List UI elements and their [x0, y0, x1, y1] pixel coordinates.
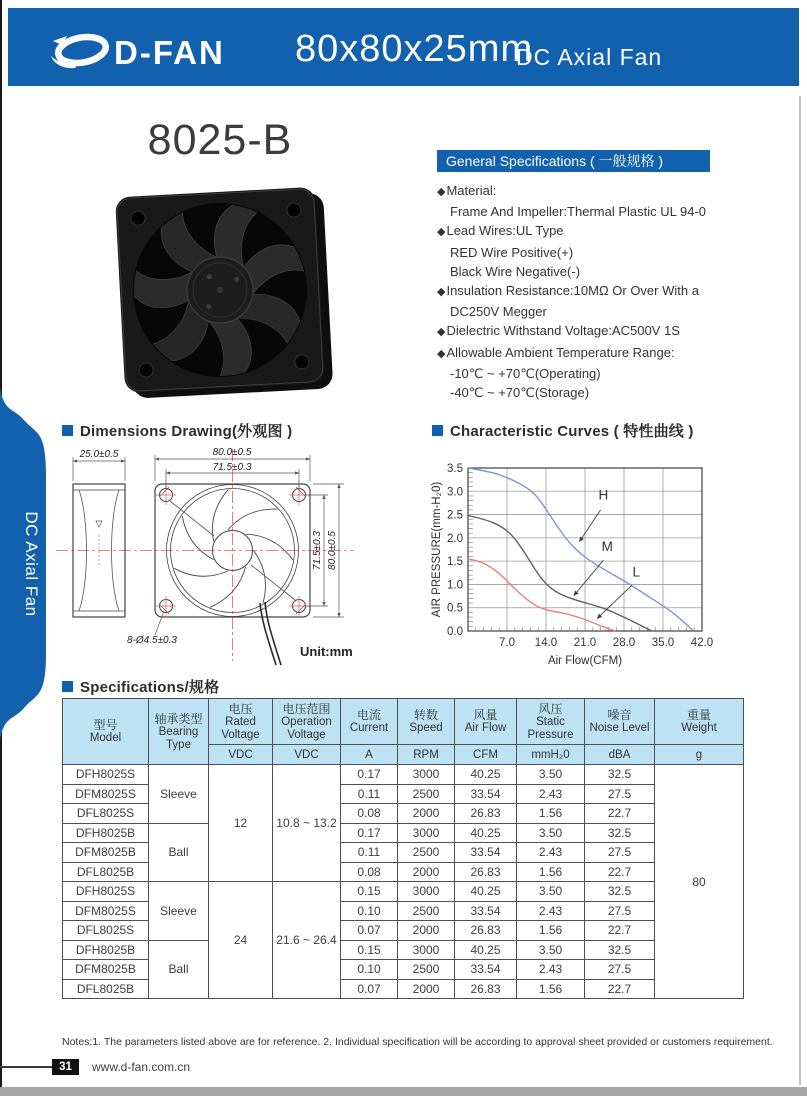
chart-xtick-label: 28.0 [612, 637, 636, 649]
header-banner [8, 8, 799, 86]
spec-cell-current: 0.07 [341, 921, 398, 941]
chart-ytick-label: 2.5 [447, 509, 463, 522]
spec-cell-noise: 32.5 [585, 882, 655, 902]
spec-col-header: 电流 Current [341, 699, 398, 745]
chart-xtick-label: 42.0 [690, 637, 714, 649]
spec-cell-model: DFM8025S [63, 784, 149, 804]
spec-cell-noise: 22.7 [585, 862, 655, 882]
spec-cell-noise: 27.5 [585, 843, 655, 863]
spec-table-row [63, 940, 744, 960]
spec-cell-bearing: Sleeve [149, 882, 209, 941]
general-spec-item [437, 221, 782, 242]
general-spec-item [437, 364, 782, 383]
spec-cell-noise: 22.7 [585, 979, 655, 999]
spec-col-unit: VDC [209, 745, 273, 765]
spec-cell-airflow: 33.54 [455, 784, 517, 804]
general-spec-item [437, 202, 782, 221]
diamond-bullet-icon: ◆ [437, 286, 446, 299]
fan-screw-hole [139, 363, 154, 378]
spec-cell-model: DFH8025S [63, 765, 149, 785]
spec-cell-current: 0.11 [341, 843, 398, 863]
spec-cell-speed: 2500 [398, 901, 455, 921]
drawing-blade-arc [254, 551, 266, 604]
spec-cell-pressure: 3.50 [517, 940, 585, 960]
page-right-edge [799, 96, 801, 1085]
spec-cell-current: 0.17 [341, 765, 398, 785]
spec-cell-operation-voltage: 21.6 ~ 26.4 [273, 882, 341, 999]
spec-cell-model: DFH8025B [63, 823, 149, 843]
spec-cell-pressure: 1.56 [517, 979, 585, 999]
spec-cell-speed: 3000 [398, 765, 455, 785]
general-specs-header: General Specifications ( 一般规格 ) [437, 150, 710, 172]
spec-cell-noise: 22.7 [585, 804, 655, 824]
general-spec-item [437, 262, 782, 281]
spec-cell-airflow: 26.83 [455, 862, 517, 882]
spec-cell-current: 0.07 [341, 979, 398, 999]
spec-cell-operation-voltage: 10.8 ~ 13.2 [273, 765, 341, 882]
chart-xtick-label: 7.0 [499, 637, 515, 649]
spec-cell-model: DFL8025B [63, 979, 149, 999]
spec-cell-pressure: 2.43 [517, 960, 585, 980]
dim-label-mounting-holes: 8-Ø4.5±0.3 [127, 635, 177, 646]
product-model-title: 8025-B [147, 116, 293, 164]
spec-cell-pressure: 1.56 [517, 921, 585, 941]
spec-cell-current: 0.08 [341, 862, 398, 882]
footer-rule [0, 1066, 52, 1068]
spec-cell-pressure: 2.43 [517, 901, 585, 921]
chart-annotation-label-H: H [598, 487, 609, 503]
spec-col-unit: A [341, 745, 398, 765]
chart-ytick-label: 1.0 [447, 579, 463, 592]
chart-ytick-label: 3.5 [447, 463, 463, 475]
general-spec-item [437, 383, 782, 402]
spec-cell-current: 0.15 [341, 882, 398, 902]
fan-screw-hole [131, 211, 146, 226]
spec-cell-bearing: Ball [149, 823, 209, 882]
chart-xtick-label: 21.0 [573, 637, 597, 649]
spec-table-row [63, 765, 744, 785]
spec-cell-pressure: 3.50 [517, 882, 585, 902]
side-tab-label: DC Axial Fan [22, 511, 41, 617]
brand-logo-icon [50, 30, 112, 70]
spec-cell-airflow: 33.54 [455, 901, 517, 921]
general-spec-text: Black Wire Negative(-) [450, 263, 581, 279]
spec-cell-current: 0.08 [341, 804, 398, 824]
section-header-curves [432, 420, 694, 441]
section-header-specifications [62, 676, 219, 697]
notes-text: Notes:1. The parameters listed above are for reference. 2. Individual specification will be according to approval sheet provided or customers requirement. [62, 1036, 773, 1048]
chart-x-axis-title: Air Flow(CFM) [547, 655, 623, 667]
drawing-blade-arc [228, 509, 277, 530]
chart-xtick-label: 35.0 [651, 637, 675, 649]
spec-cell-speed: 2000 [398, 804, 455, 824]
dim-label-depth: 25.0±0.5 [79, 449, 119, 460]
section-bullet-icon [432, 425, 443, 436]
spec-cell-speed: 2500 [398, 960, 455, 980]
spec-cell-airflow: 40.25 [455, 765, 517, 785]
chart-curve-H [468, 468, 694, 631]
spec-cell-speed: 2500 [398, 784, 455, 804]
general-spec-text: Allowable Ambient Temperature Range: [446, 344, 675, 360]
diamond-bullet-icon: ◆ [437, 326, 446, 339]
spec-cell-airflow: 33.54 [455, 843, 517, 863]
spec-col-header: 转数 Speed [398, 699, 455, 745]
dim-label-hole-pitch-top: 71.5±0.3 [212, 462, 252, 473]
spec-col-header: 型号 Model [63, 699, 149, 765]
fan-screw-hole [287, 203, 302, 218]
spec-cell-noise: 32.5 [585, 765, 655, 785]
spec-cell-airflow: 26.83 [455, 804, 517, 824]
drawing-blade-arc [212, 490, 228, 542]
general-spec-item [437, 243, 782, 262]
specifications-table [62, 698, 744, 999]
spec-cell-pressure: 2.43 [517, 843, 585, 863]
general-spec-text: Dielectric Withstand Voltage:AC500V 1S [446, 323, 680, 339]
spec-cell-pressure: 1.56 [517, 804, 585, 824]
general-spec-text: RED Wire Positive(+) [450, 244, 574, 260]
spec-cell-airflow: 33.54 [455, 960, 517, 980]
general-spec-item [437, 321, 782, 342]
spec-cell-airflow: 40.25 [455, 823, 517, 843]
spec-cell-model: DFL8025S [63, 804, 149, 824]
chart-ytick-label: 3.0 [447, 486, 463, 499]
spec-cell-model: DFM8025B [63, 843, 149, 863]
spec-cell-weight: 80 [655, 765, 744, 999]
general-spec-item [437, 343, 782, 364]
spec-col-header: 重量 Weight [655, 699, 744, 745]
characteristic-curves-chart [428, 443, 798, 678]
spec-col-unit: RPM [398, 745, 455, 765]
website-text: www.d-fan.com.cn [92, 1060, 191, 1074]
chart-curve-L [468, 559, 616, 631]
spec-cell-pressure: 3.50 [517, 823, 585, 843]
spec-cell-model: DFM8025B [63, 960, 149, 980]
spec-col-unit: VDC [273, 745, 341, 765]
drawing-blade-arc [182, 516, 213, 560]
spec-table-row [63, 823, 744, 843]
spec-cell-noise: 27.5 [585, 960, 655, 980]
chart-ytick-label: 0.0 [447, 626, 463, 638]
spec-cell-model: DFH8025S [63, 882, 149, 902]
spec-cell-speed: 3000 [398, 882, 455, 902]
spec-cell-airflow: 26.83 [455, 979, 517, 999]
page-title-type: DC Axial Fan [516, 44, 663, 70]
spec-cell-speed: 2500 [398, 843, 455, 863]
section-bullet-icon [62, 425, 73, 436]
section-title-specifications: Specifications/规格 [80, 679, 220, 696]
diamond-bullet-icon: ◆ [437, 347, 446, 360]
spec-cell-pressure: 2.43 [517, 784, 585, 804]
spec-cell-speed: 3000 [398, 940, 455, 960]
dim-label-outer-width: 80.0±0.5 [212, 447, 252, 458]
page-number-badge: 31 [52, 1059, 79, 1075]
spec-cell-speed: 2000 [398, 979, 455, 999]
general-spec-text: -40℃ ~ +70℃(Storage) [450, 385, 590, 401]
general-spec-text: Lead Wires:UL Type [446, 223, 564, 239]
page-bottom-bar [0, 1087, 807, 1096]
chart-ytick-label: 1.5 [447, 556, 463, 569]
spec-cell-speed: 2000 [398, 862, 455, 882]
section-bullet-icon [62, 681, 73, 692]
spec-col-unit: g [655, 745, 744, 765]
spec-cell-noise: 32.5 [585, 940, 655, 960]
chart-ytick-label: 0.5 [447, 602, 463, 615]
dim-unit-label: Unit:mm [300, 644, 353, 659]
spec-cell-pressure: 3.50 [517, 765, 585, 785]
spec-cell-bearing: Ball [149, 940, 209, 999]
spec-cell-current: 0.15 [341, 940, 398, 960]
spec-cell-pressure: 1.56 [517, 862, 585, 882]
spec-cell-noise: 32.5 [585, 823, 655, 843]
spec-col-header: 噪音 Noise Level [585, 699, 655, 745]
side-tab-dc-axial-fan [0, 386, 60, 751]
spec-cell-current: 0.11 [341, 784, 398, 804]
spec-col-header: 电压范围 Operation Voltage [273, 699, 341, 745]
spec-cell-noise: 27.5 [585, 784, 655, 804]
spec-cell-model: DFL8025S [63, 921, 149, 941]
spec-cell-airflow: 40.25 [455, 882, 517, 902]
general-spec-text: -10℃ ~ +70℃(Operating) [450, 365, 601, 381]
dimensions-drawing [52, 443, 417, 678]
spec-cell-speed: 2000 [398, 921, 455, 941]
general-spec-text: Material: [446, 183, 497, 198]
section-header-dimensions [62, 420, 292, 441]
general-spec-item [437, 281, 782, 302]
spec-cell-current: 0.10 [341, 960, 398, 980]
spec-cell-current: 0.10 [341, 901, 398, 921]
page-title-size: 80x80x25mm [295, 28, 534, 70]
general-spec-text: DC250V Megger [450, 304, 547, 320]
general-specs-list [437, 181, 782, 402]
spec-col-unit: dBA [585, 745, 655, 765]
dim-label-hole-pitch-side: 71.5±0.3 [312, 531, 323, 570]
diamond-bullet-icon: ◆ [437, 186, 446, 198]
spec-cell-airflow: 26.83 [455, 921, 517, 941]
dim-label-outer-height: 80.0±0.5 [327, 531, 338, 570]
spec-cell-model: DFL8025B [63, 862, 149, 882]
spec-cell-noise: 27.5 [585, 901, 655, 921]
spec-col-header: 电压 Rated Voltage [209, 699, 273, 745]
general-spec-text: Insulation Resistance:10MΩ Or Over With a [446, 283, 699, 299]
chart-xtick-label: 14.0 [534, 637, 558, 649]
section-title-dimensions: Dimensions Drawing(外观图 ) [80, 423, 293, 440]
spec-cell-rated-voltage: 12 [209, 765, 273, 882]
general-spec-item [437, 302, 782, 321]
spec-cell-noise: 22.7 [585, 921, 655, 941]
spec-col-unit: mmH₂0 [517, 745, 585, 765]
brand-name: D-FAN [114, 34, 225, 71]
spec-cell-rated-voltage: 24 [209, 882, 273, 999]
spec-col-header: 风量 Air Flow [455, 699, 517, 745]
diamond-bullet-icon: ◆ [437, 226, 446, 239]
spec-cell-airflow: 40.25 [455, 940, 517, 960]
spec-cell-bearing: Sleeve [149, 765, 209, 824]
chart-annotation-label-L: L [632, 564, 641, 580]
chart-annotation-arrow-M [574, 560, 604, 595]
general-spec-item [437, 181, 782, 202]
fan-screw-hole [295, 354, 310, 369]
chart-ytick-label: 2.0 [447, 532, 463, 545]
drawing-blade-arc [210, 567, 246, 607]
lead-wires [260, 602, 281, 665]
spec-cell-model: DFM8025S [63, 901, 149, 921]
spec-cell-current: 0.17 [341, 823, 398, 843]
spec-col-header: 风压 Static Pressure [517, 699, 585, 745]
spec-cell-speed: 3000 [398, 823, 455, 843]
general-spec-text: Frame And Impeller:Thermal Plastic UL 94-0 [450, 204, 707, 220]
chart-annotation-label-M: M [601, 538, 613, 554]
spec-col-header: 轴承类型 Bearing Type [149, 699, 209, 765]
spec-col-unit: CFM [455, 745, 517, 765]
product-photo-fan [80, 180, 380, 407]
drawing-blade-arc [174, 568, 228, 576]
spec-table-row [63, 882, 744, 902]
chart-y-axis-title: AIR PRESSURE(mm-H₂0) [431, 481, 443, 618]
section-title-curves: Characteristic Curves ( 特性曲线 ) [450, 423, 694, 440]
spec-cell-model: DFH8025B [63, 940, 149, 960]
